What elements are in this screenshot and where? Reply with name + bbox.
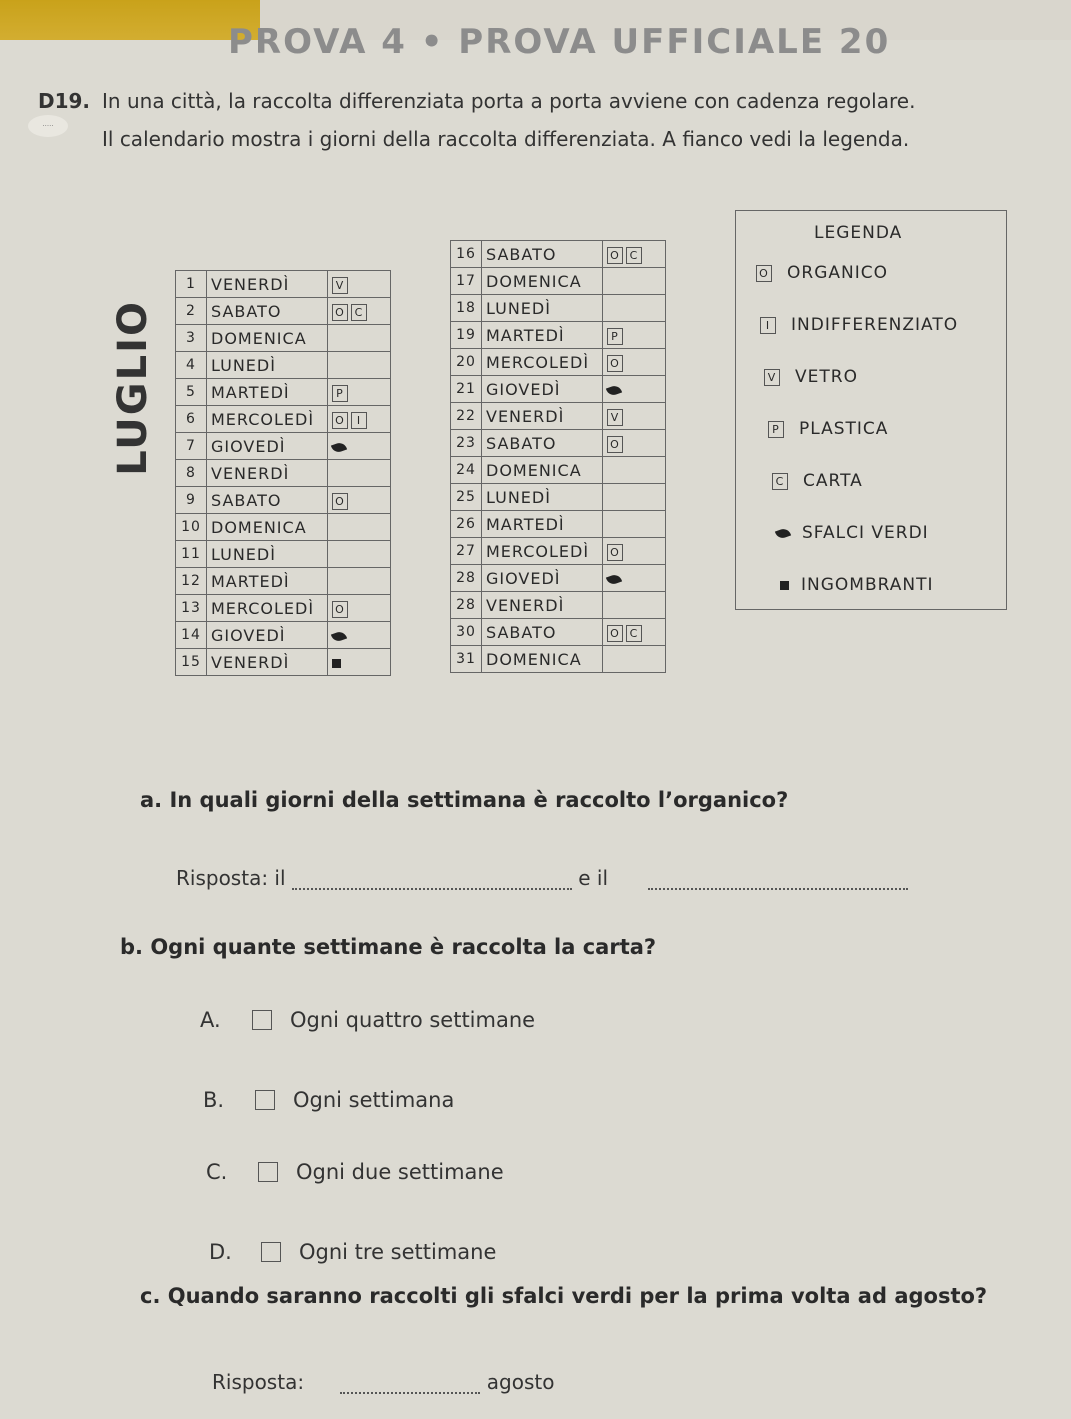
legend-item xyxy=(780,575,933,595)
weekday-name: VENERDÌ xyxy=(482,592,603,619)
day-number: 1 xyxy=(176,271,207,298)
page-header: PROVA 4 • PROVA UFFICIALE 20 xyxy=(228,22,891,62)
day-number: 22 xyxy=(451,403,482,430)
day-number: 23 xyxy=(451,430,482,457)
calendar-row xyxy=(176,433,391,460)
legend-item xyxy=(768,419,888,439)
calendar-row xyxy=(176,595,391,622)
stamp-icon: ····· xyxy=(28,115,68,137)
legend-item xyxy=(756,263,888,283)
weekday-name: DOMENICA xyxy=(207,514,328,541)
waste-symbol-C: C xyxy=(626,247,642,264)
collection-symbols xyxy=(603,268,666,295)
collection-symbols xyxy=(603,295,666,322)
calendar-row xyxy=(176,352,391,379)
waste-symbol-O: O xyxy=(332,304,348,321)
question-intro xyxy=(38,82,1058,158)
answer-a xyxy=(176,866,908,890)
day-number: 17 xyxy=(451,268,482,295)
day-number: 21 xyxy=(451,376,482,403)
waste-symbol-I: I xyxy=(760,317,776,334)
waste-symbol-P: P xyxy=(768,421,784,438)
day-number: 3 xyxy=(176,325,207,352)
waste-symbol-I: I xyxy=(351,412,367,429)
waste-symbol-C: C xyxy=(772,473,788,490)
collection-symbols xyxy=(328,514,391,541)
weekday-name: SABATO xyxy=(482,241,603,268)
legend-label: SFALCI VERDI xyxy=(802,523,929,543)
option-letter: A. xyxy=(200,1008,221,1032)
weekday-name: VENERDÌ xyxy=(207,271,328,298)
day-number: 9 xyxy=(176,487,207,514)
legend-box xyxy=(735,210,1007,610)
waste-symbol-C: C xyxy=(351,304,367,321)
option-a[interactable] xyxy=(200,1008,535,1032)
leaf-icon xyxy=(331,440,347,453)
collection-symbols xyxy=(328,541,391,568)
weekday-name: DOMENICA xyxy=(482,457,603,484)
answer-c-blank[interactable] xyxy=(340,1392,480,1394)
weekday-name: LUNEDÌ xyxy=(207,541,328,568)
weekday-name: VENERDÌ xyxy=(207,649,328,676)
calendar-row xyxy=(176,379,391,406)
calendar-row xyxy=(451,646,666,673)
day-number: 28 xyxy=(451,565,482,592)
intro-line-1: In una città, la raccolta differenziata porta a porta avviene con cadenza regolare. xyxy=(102,89,916,113)
collection-symbols xyxy=(328,433,391,460)
weekday-name: LUNEDÌ xyxy=(207,352,328,379)
option-letter: B. xyxy=(203,1088,225,1112)
option-letter: D. xyxy=(209,1240,232,1264)
checkbox[interactable] xyxy=(252,1010,272,1030)
calendar-row xyxy=(451,430,666,457)
legend-label: INGOMBRANTI xyxy=(801,575,934,595)
calendar-row xyxy=(176,271,391,298)
checkbox[interactable] xyxy=(255,1090,275,1110)
collection-symbols xyxy=(603,403,666,430)
waste-symbol-O: O xyxy=(607,625,623,642)
weekday-name: SABATO xyxy=(207,487,328,514)
option-b[interactable] xyxy=(203,1088,454,1112)
waste-symbol-C: C xyxy=(626,625,642,642)
day-number: 12 xyxy=(176,568,207,595)
weekday-name: MERCOLEDÌ xyxy=(482,349,603,376)
day-number: 26 xyxy=(451,511,482,538)
weekday-name: SABATO xyxy=(482,619,603,646)
collection-symbols xyxy=(603,511,666,538)
collection-symbols xyxy=(603,322,666,349)
weekday-name: MERCOLEDÌ xyxy=(207,406,328,433)
weekday-name: VENERDÌ xyxy=(207,460,328,487)
calendar-row xyxy=(176,487,391,514)
waste-symbol-O: O xyxy=(332,493,348,510)
day-number: 10 xyxy=(176,514,207,541)
weekday-name: GIOVEDÌ xyxy=(482,376,603,403)
weekday-name: DOMENICA xyxy=(482,268,603,295)
legend-label: INDIFFERENZIATO xyxy=(791,315,959,335)
checkbox[interactable] xyxy=(258,1162,278,1182)
calendar-row xyxy=(176,541,391,568)
calendar-row xyxy=(451,376,666,403)
waste-symbol-V: V xyxy=(607,409,623,426)
waste-symbol-V: V xyxy=(764,369,780,386)
day-number: 16 xyxy=(451,241,482,268)
weekday-name: GIOVEDÌ xyxy=(207,433,328,460)
option-text: Ogni due settimane xyxy=(296,1160,504,1184)
option-text: Ogni settimana xyxy=(293,1088,455,1112)
day-number: 19 xyxy=(451,322,482,349)
legend-label: VETRO xyxy=(795,367,858,387)
collection-symbols xyxy=(603,349,666,376)
weekday-name: LUNEDÌ xyxy=(482,295,603,322)
calendar-row xyxy=(451,457,666,484)
legend-item xyxy=(760,315,958,335)
collection-symbols xyxy=(603,484,666,511)
answer-a-blank-1[interactable] xyxy=(292,888,572,890)
checkbox[interactable] xyxy=(261,1242,281,1262)
intro-line-2: Il calendario mostra i giorni della raccolta differenziata. A fianco vedi la legenda. xyxy=(102,127,910,151)
day-number: 8 xyxy=(176,460,207,487)
waste-symbol-V: V xyxy=(332,277,348,294)
day-number: 2 xyxy=(176,298,207,325)
waste-symbol-O: O xyxy=(607,355,623,372)
collection-symbols xyxy=(603,430,666,457)
collection-symbols xyxy=(328,271,391,298)
legend-label: PLASTICA xyxy=(799,419,889,439)
collection-symbols xyxy=(328,298,391,325)
collection-symbols xyxy=(328,352,391,379)
day-number: 28 xyxy=(451,592,482,619)
calendar-row xyxy=(451,295,666,322)
waste-symbol-P: P xyxy=(332,385,348,402)
day-number: 5 xyxy=(176,379,207,406)
collection-symbols xyxy=(328,649,391,676)
weekday-name: SABATO xyxy=(207,298,328,325)
legend-item xyxy=(772,471,863,491)
option-letter: C. xyxy=(206,1160,228,1184)
weekday-name: MARTEDÌ xyxy=(207,379,328,406)
calendar-row xyxy=(176,649,391,676)
option-d[interactable] xyxy=(209,1240,496,1264)
leaf-icon xyxy=(606,383,622,396)
legend-label: CARTA xyxy=(803,471,863,491)
weekday-name: DOMENICA xyxy=(207,325,328,352)
leaf-icon xyxy=(331,629,347,642)
calendar-row xyxy=(176,622,391,649)
day-number: 31 xyxy=(451,646,482,673)
answer-c-suffix: agosto xyxy=(486,1370,555,1394)
weekday-name: VENERDÌ xyxy=(482,403,603,430)
collection-symbols xyxy=(328,379,391,406)
question-b: b. Ogni quante settimane è raccolta la carta? xyxy=(120,935,657,959)
day-number: 18 xyxy=(451,295,482,322)
option-c[interactable] xyxy=(206,1160,504,1184)
collection-symbols xyxy=(328,622,391,649)
calendar-row xyxy=(176,406,391,433)
calendar-row xyxy=(451,484,666,511)
waste-symbol-O: O xyxy=(332,412,348,429)
leaf-icon xyxy=(775,526,791,539)
question-c: c. Quando saranno raccolti gli sfalci verdi per la prima volta ad agosto? xyxy=(140,1284,988,1308)
answer-c-prefix: Risposta: xyxy=(212,1370,305,1394)
day-number: 7 xyxy=(176,433,207,460)
answer-c xyxy=(212,1370,554,1394)
collection-symbols xyxy=(603,241,666,268)
collection-symbols xyxy=(603,592,666,619)
waste-symbol-P: P xyxy=(607,328,623,345)
calendar-column-1 xyxy=(175,270,391,676)
collection-symbols xyxy=(603,457,666,484)
waste-symbol-O: O xyxy=(756,265,772,282)
bulky-square-icon xyxy=(332,659,341,668)
weekday-name: MARTEDÌ xyxy=(482,511,603,538)
calendar-row xyxy=(451,403,666,430)
answer-a-prefix: Risposta: il xyxy=(176,866,286,890)
waste-symbol-O: O xyxy=(607,544,623,561)
day-number: 15 xyxy=(176,649,207,676)
calendar-row xyxy=(451,322,666,349)
calendar-row xyxy=(451,538,666,565)
calendar-row xyxy=(176,514,391,541)
day-number: 14 xyxy=(176,622,207,649)
weekday-name: GIOVEDÌ xyxy=(207,622,328,649)
waste-symbol-O: O xyxy=(332,601,348,618)
weekday-name: DOMENICA xyxy=(482,646,603,673)
weekday-name: MERCOLEDÌ xyxy=(482,538,603,565)
calendar-row xyxy=(451,592,666,619)
answer-a-blank-2[interactable] xyxy=(648,888,908,890)
day-number: 13 xyxy=(176,595,207,622)
calendar-row xyxy=(451,268,666,295)
weekday-name: MARTEDÌ xyxy=(482,322,603,349)
calendar-row xyxy=(176,460,391,487)
collection-symbols xyxy=(603,376,666,403)
calendar-row xyxy=(176,568,391,595)
collection-symbols xyxy=(603,565,666,592)
waste-symbol-O: O xyxy=(607,247,623,264)
option-text: Ogni quattro settimane xyxy=(290,1008,536,1032)
legend-title: LEGENDA xyxy=(814,223,903,243)
collection-symbols xyxy=(603,619,666,646)
weekday-name: SABATO xyxy=(482,430,603,457)
day-number: 27 xyxy=(451,538,482,565)
day-number: 11 xyxy=(176,541,207,568)
month-label: LUGLIO xyxy=(110,300,156,476)
calendar-row xyxy=(451,349,666,376)
collection-symbols xyxy=(328,595,391,622)
legend-item xyxy=(776,523,929,543)
calendar-row xyxy=(451,241,666,268)
day-number: 25 xyxy=(451,484,482,511)
collection-symbols xyxy=(328,325,391,352)
day-number: 30 xyxy=(451,619,482,646)
collection-symbols xyxy=(603,646,666,673)
calendar-column-2 xyxy=(450,240,666,673)
calendar-row xyxy=(451,511,666,538)
collection-symbols xyxy=(328,487,391,514)
day-number: 20 xyxy=(451,349,482,376)
weekday-name: MARTEDÌ xyxy=(207,568,328,595)
collection-symbols xyxy=(328,568,391,595)
question-number: D19. xyxy=(38,89,91,113)
collection-symbols xyxy=(603,538,666,565)
calendar-row xyxy=(176,298,391,325)
weekday-name: MERCOLEDÌ xyxy=(207,595,328,622)
question-a: a. In quali giorni della settimana è raccolto l’organico? xyxy=(140,788,789,812)
legend-item xyxy=(764,367,858,387)
collection-symbols xyxy=(328,460,391,487)
bulky-square-icon xyxy=(780,581,789,590)
calendar-row xyxy=(451,619,666,646)
collection-symbols xyxy=(328,406,391,433)
answer-a-middle: e il xyxy=(578,866,609,890)
legend-label: ORGANICO xyxy=(787,263,888,283)
day-number: 24 xyxy=(451,457,482,484)
day-number: 6 xyxy=(176,406,207,433)
waste-symbol-O: O xyxy=(607,436,623,453)
calendar-row xyxy=(451,565,666,592)
day-number: 4 xyxy=(176,352,207,379)
weekday-name: LUNEDÌ xyxy=(482,484,603,511)
calendar-row xyxy=(176,325,391,352)
weekday-name: GIOVEDÌ xyxy=(482,565,603,592)
leaf-icon xyxy=(606,572,622,585)
option-text: Ogni tre settimane xyxy=(299,1240,497,1264)
